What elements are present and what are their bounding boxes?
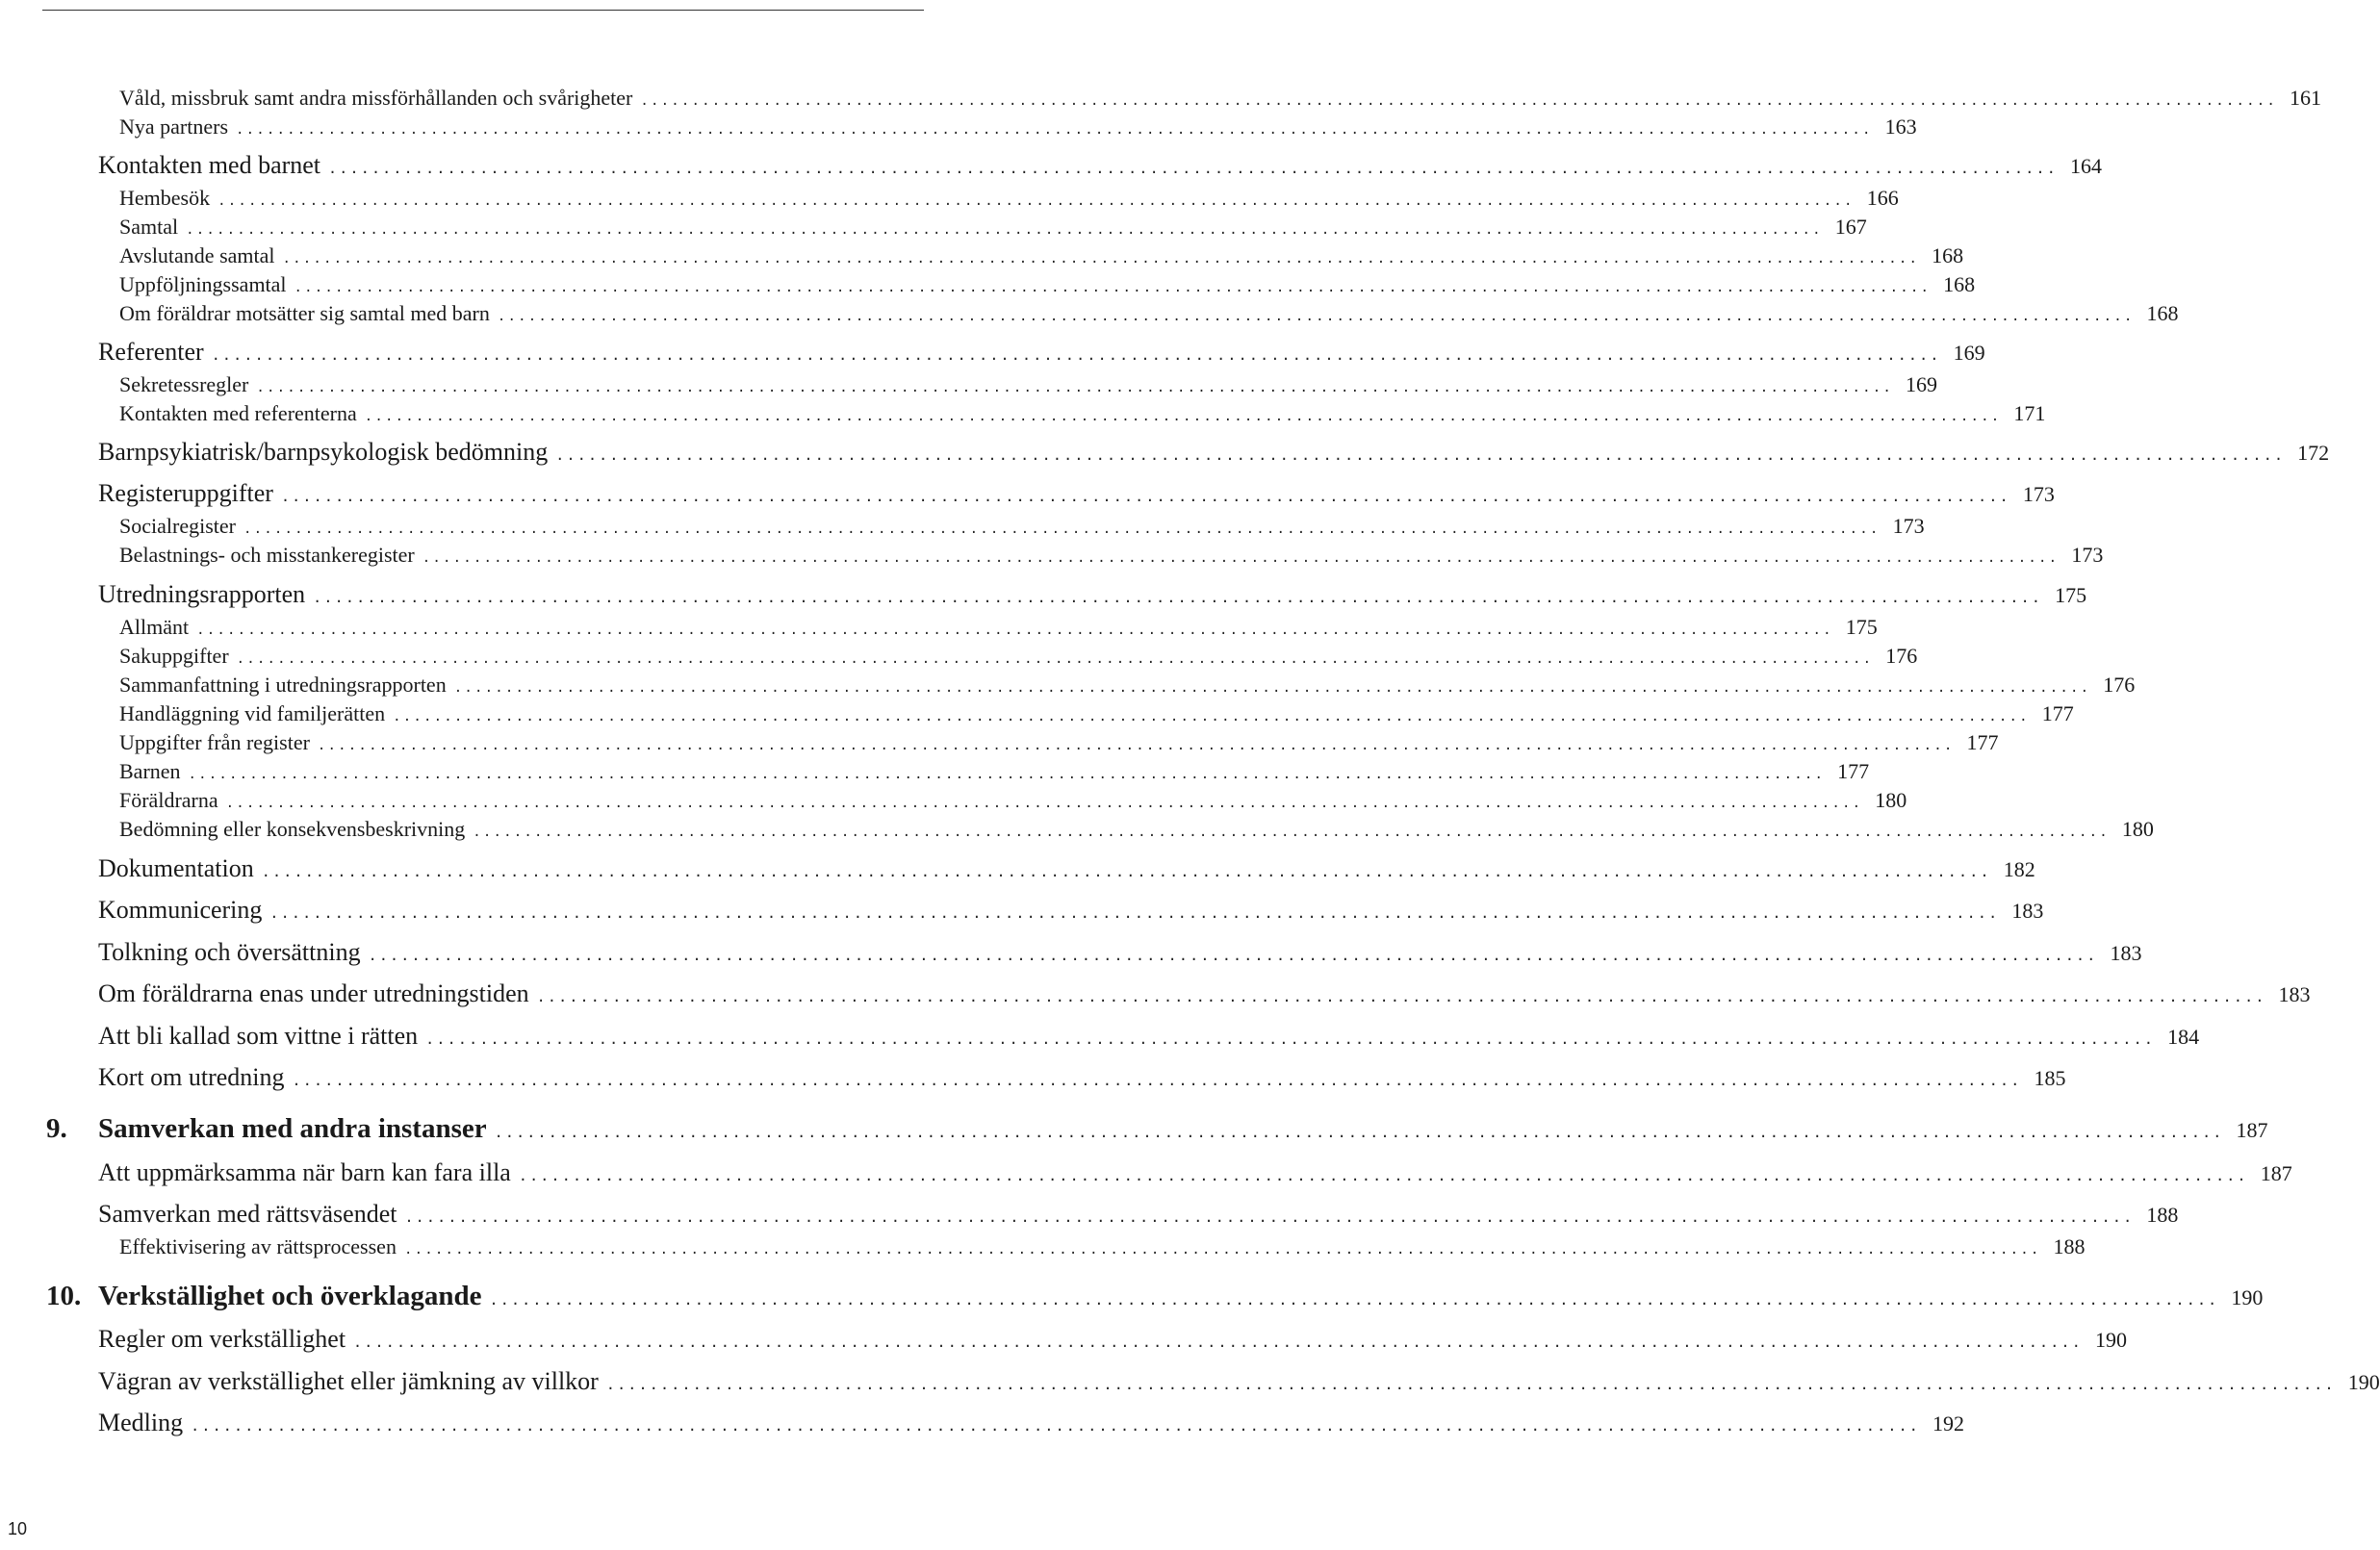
dot-leader: ................................................................................................................................................................: [555, 446, 2286, 464]
toc-entry-title: Handläggning vid familjerätten: [119, 701, 386, 725]
toc-entry-title: Uppföljningssamtal: [119, 272, 287, 296]
toc-entry-page: 188: [2146, 1203, 2179, 1227]
toc-entry-title: Verkställighet och överklagande: [98, 1281, 482, 1311]
toc-entry[interactable]: [0, 438, 2330, 470]
toc-entry[interactable]: [0, 580, 2087, 613]
toc-entry-title: Om föräldrarna enas under utredningstiden: [98, 979, 529, 1007]
toc-entry-page: 168: [1943, 272, 1976, 296]
toc-entry[interactable]: [0, 644, 1918, 673]
dot-leader: ................................................................................................................................................................: [280, 488, 2010, 505]
dot-leader: ................................................................................................................................................................: [404, 1208, 2135, 1226]
dot-leader: ................................................................................................................................................................: [317, 738, 1955, 753]
toc-entry-title: Avslutande samtal: [119, 243, 275, 267]
toc-entry-page: 190: [2231, 1285, 2264, 1309]
toc-entry-page: 169: [1953, 341, 1985, 365]
toc-entry-page: 177: [2041, 701, 2074, 725]
toc-entry-page: 187: [2236, 1118, 2268, 1142]
dot-leader: ................................................................................................................................................................: [422, 550, 2060, 566]
toc-entry-page: 161: [2289, 86, 2321, 110]
dot-leader: ................................................................................................................................................................: [425, 1030, 2156, 1048]
toc-entry-page: 188: [2053, 1234, 2086, 1258]
toc-entry[interactable]: [0, 1234, 2086, 1263]
toc-chapter[interactable]: [0, 1113, 2268, 1150]
toc-entry-title: Barnen: [119, 759, 181, 783]
toc-entry-page: 168: [2146, 301, 2179, 325]
toc-entry-title: Att bli kallad som vittne i rätten: [98, 1022, 419, 1050]
dot-leader: ................................................................................................................................................................: [313, 589, 2043, 606]
dot-leader: ................................................................................................................................................................: [188, 767, 1826, 782]
toc-entry-page: 185: [2034, 1066, 2066, 1090]
toc-entry-title: Kort om utredning: [98, 1063, 285, 1091]
toc-entry-title: Våld, missbruk samt andra missförhållanden och svårigheter: [119, 86, 633, 110]
toc-entry-page: 163: [1884, 114, 1917, 139]
toc-entry[interactable]: [0, 1063, 2066, 1096]
toc-entry-title: Bedömning eller konsekvensbeskrivning: [119, 817, 466, 841]
toc-entry-title: Kontakten med referenterna: [119, 401, 357, 425]
dot-leader: ................................................................................................................................................................: [211, 346, 1941, 364]
toc-entry[interactable]: [0, 272, 1976, 301]
dot-leader: ................................................................................................................................................................: [328, 160, 2058, 177]
toc-entry-page: 180: [2121, 817, 2154, 841]
toc-entry-page: 184: [2167, 1025, 2200, 1049]
dot-leader: ................................................................................................................................................................: [518, 1167, 2248, 1184]
toc-chapter-number: 10.: [46, 1281, 82, 1311]
toc-entry[interactable]: [0, 114, 1917, 143]
dot-leader: ................................................................................................................................................................: [236, 122, 1873, 138]
dot-leader: ................................................................................................................................................................: [282, 251, 1920, 267]
toc-entry[interactable]: [0, 186, 1899, 215]
dot-leader: ................................................................................................................................................................: [497, 309, 2135, 324]
toc-entry-page: 187: [2260, 1161, 2292, 1185]
toc-entry[interactable]: [0, 372, 1937, 401]
toc-entry[interactable]: [0, 1158, 2292, 1191]
toc-entry-title: Vägran av verkställighet eller jämkning av villkor: [98, 1367, 599, 1395]
dot-leader: ................................................................................................................................................................: [494, 1124, 2224, 1141]
toc-entry-title: Samverkan med andra instanser: [98, 1113, 487, 1144]
toc-entry[interactable]: [0, 896, 2044, 928]
toc-entry-page: 164: [2069, 154, 2102, 178]
toc-entry[interactable]: [0, 514, 1925, 543]
dot-leader: ................................................................................................................................................................: [218, 193, 1855, 209]
toc-entry[interactable]: [0, 788, 1907, 817]
dot-leader: ................................................................................................................................................................: [256, 380, 1893, 395]
dot-leader: ................................................................................................................................................................: [225, 796, 1863, 811]
dot-leader: ................................................................................................................................................................: [368, 947, 2098, 964]
toc-entry-page: 173: [2071, 543, 2104, 567]
toc-entry-title: Effektivisering av rättsprocessen: [119, 1234, 397, 1258]
toc-entry[interactable]: [0, 243, 1964, 272]
top-rule: [42, 10, 924, 11]
toc-entry-page: 182: [2003, 857, 2035, 881]
toc-entry[interactable]: [0, 817, 2154, 846]
toc-entry-page: 183: [2011, 899, 2044, 923]
toc-entry-title: Om föräldrar motsätter sig samtal med barn: [119, 301, 490, 325]
toc-entry-page: 171: [2013, 401, 2046, 425]
dot-leader: ................................................................................................................................................................: [186, 222, 1823, 238]
toc-entry-title: Registeruppgifter: [98, 479, 273, 507]
toc-entry[interactable]: [0, 730, 1999, 759]
dot-leader: ................................................................................................................................................................: [364, 409, 2002, 424]
toc-entry[interactable]: [0, 86, 2321, 114]
dot-leader: ................................................................................................................................................................: [294, 280, 1932, 295]
toc-entry-page: 172: [2297, 441, 2330, 465]
toc-entry-title: Att uppmärksamma när barn kan fara illa: [98, 1158, 511, 1186]
toc-entry-page: 175: [2055, 583, 2087, 607]
dot-leader: ................................................................................................................................................................: [236, 651, 1874, 667]
toc-entry-title: Uppgifter från register: [119, 730, 310, 754]
dot-leader: ................................................................................................................................................................: [403, 1242, 2041, 1258]
toc-entry[interactable]: [0, 1325, 2127, 1358]
toc-entry-title: Sekretessregler: [119, 372, 249, 396]
toc-entry-title: Samverkan med rättsväsendet: [98, 1200, 397, 1228]
dot-leader: ................................................................................................................................................................: [453, 680, 2091, 696]
toc-entry[interactable]: [0, 938, 2142, 971]
toc-entry[interactable]: [0, 401, 2046, 430]
toc-entry-title: Barnpsykiatrisk/barnpsykologisk bedömning: [98, 438, 549, 466]
toc-entry-title: Dokumentation: [98, 854, 254, 882]
toc-entry-page: 177: [1837, 759, 1870, 783]
toc-entry-page: 173: [1892, 514, 1925, 538]
toc-entry-page: 175: [1845, 615, 1878, 639]
dot-leader: ................................................................................................................................................................: [473, 825, 2110, 840]
toc-entry[interactable]: [0, 1367, 2380, 1400]
toc-entry[interactable]: [0, 979, 2311, 1012]
toc-entry-title: Föräldrarna: [119, 788, 218, 812]
dot-leader: ................................................................................................................................................................: [605, 1376, 2336, 1393]
toc-entry-title: Nya partners: [119, 114, 229, 139]
toc-entry-page: 183: [2110, 941, 2142, 965]
toc-entry-page: 180: [1875, 788, 1907, 812]
toc-entry-title: Regler om verkställighet: [98, 1325, 346, 1353]
toc-entry[interactable]: [0, 543, 2104, 572]
dot-leader: ................................................................................................................................................................: [261, 863, 1991, 880]
toc-entry[interactable]: [0, 701, 2074, 730]
toc-entry[interactable]: [0, 1200, 2179, 1232]
toc-entry[interactable]: [0, 615, 1878, 644]
toc-entry[interactable]: [0, 338, 1985, 370]
dot-leader: ................................................................................................................................................................: [489, 1291, 2219, 1309]
dot-leader: ................................................................................................................................................................: [292, 1072, 2022, 1089]
toc-entry-page: 167: [1834, 215, 1867, 239]
toc-entry[interactable]: [0, 673, 2136, 701]
toc-entry-page: 190: [2094, 1328, 2127, 1352]
page-number: 10: [8, 1519, 28, 1538]
toc-chapter[interactable]: [0, 1281, 2264, 1317]
dot-leader: ................................................................................................................................................................: [536, 988, 2266, 1005]
toc-entry-title: Tolkning och översättning: [98, 938, 361, 966]
toc-entry[interactable]: [0, 1409, 1965, 1441]
toc-entry-page: 177: [1966, 730, 1999, 754]
toc-entry-title: Kontakten med barnet: [98, 151, 321, 179]
toc-chapter-number: 9.: [46, 1113, 67, 1144]
toc-entry[interactable]: [0, 479, 2055, 512]
dot-leader: ................................................................................................................................................................: [243, 521, 1881, 537]
toc-entry-page: 190: [2347, 1370, 2380, 1394]
toc-entry-title: Hembesök: [119, 186, 211, 210]
toc-entry[interactable]: [0, 215, 1867, 243]
toc-entry[interactable]: [0, 1022, 2200, 1055]
dot-leader: ................................................................................................................................................................: [191, 1417, 1921, 1435]
toc-entry-title: Medling: [98, 1409, 184, 1436]
toc-entry-page: 166: [1866, 186, 1899, 210]
toc-entry-title: Belastnings- och misstankeregister: [119, 543, 415, 567]
toc-entry[interactable]: [0, 759, 1870, 788]
dot-leader: ................................................................................................................................................................: [353, 1334, 2083, 1351]
toc-entry-page: 176: [2103, 673, 2136, 697]
dot-leader: ................................................................................................................................................................: [640, 93, 2277, 109]
toc-entry-page: 176: [1885, 644, 1918, 668]
toc-entry-page: 169: [1905, 372, 1937, 396]
toc-entry-page: 192: [1932, 1411, 1965, 1436]
toc-entry-page: 183: [2278, 982, 2311, 1006]
toc-entry[interactable]: [0, 151, 2102, 184]
toc-entry-title: Utredningsrapporten: [98, 580, 306, 608]
toc-entry-title: Sakuppgifter: [119, 644, 229, 668]
toc-entry-page: 168: [1932, 243, 1964, 267]
toc-entry-title: Sammanfattning i utredningsrapporten: [119, 673, 447, 697]
dot-leader: ................................................................................................................................................................: [196, 623, 1833, 638]
toc-entry-title: Referenter: [98, 338, 204, 366]
toc-entry-page: 173: [2022, 482, 2055, 506]
dot-leader: ................................................................................................................................................................: [269, 904, 2000, 922]
toc-entry[interactable]: [0, 301, 2179, 330]
toc-entry[interactable]: [0, 854, 2035, 887]
dot-leader: ................................................................................................................................................................: [393, 709, 2030, 724]
toc-entry-title: Kommunicering: [98, 896, 263, 924]
toc-entry-title: Allmänt: [119, 615, 190, 639]
toc-entry-title: Samtal: [119, 215, 179, 239]
toc-entry-title: Socialregister: [119, 514, 236, 538]
